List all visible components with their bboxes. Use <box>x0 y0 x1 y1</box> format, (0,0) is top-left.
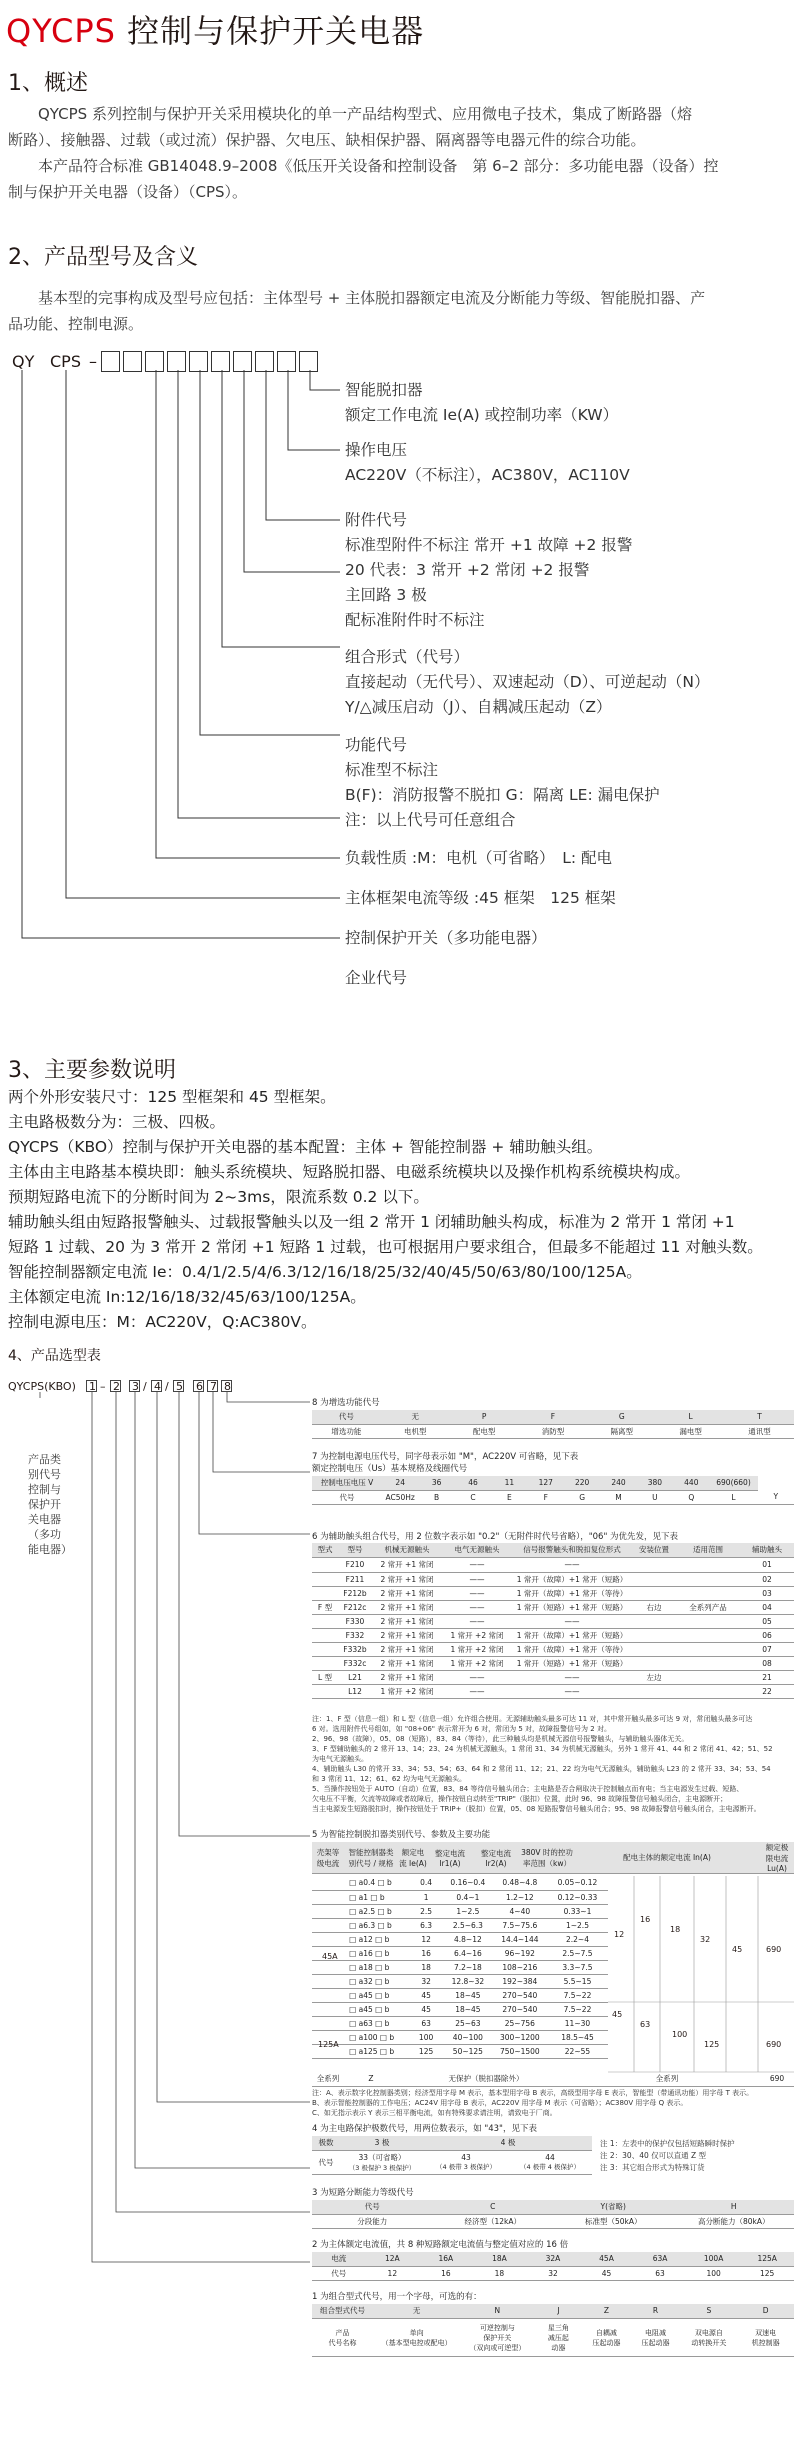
table-5-all: 全系列 Z 无保护（脱扣器除外） 全系列 690 <box>312 2072 794 2087</box>
table-7: 控制电压电压 V 24 36 46 11 127 220 240 380 440 690(660) 代号 AC50Hz B C E F G M U Q L Y <box>312 1476 794 1505</box>
s2-line: 品功能、控制电源。 <box>8 315 144 333</box>
table-row: L12 1 常开 +2 常闭 —— —— 22 <box>312 1684 794 1698</box>
section-3-heading: 3、主要参数说明 <box>8 1058 176 1083</box>
sel-prefix: QYCPS(KBO) <box>8 1380 76 1393</box>
section-4-heading: 4、产品选型表 <box>8 1348 101 1364</box>
table-6: 型式 型号 机械无源触头 电气无源触头 信号报警触头和脱扣复位形式 安装位置 适用范围 辅助触头 <box>312 1543 794 1558</box>
s1-line: 制与保护开关电器（设备）（CPS）。 <box>8 183 248 201</box>
label-frame: 主体框架电流等级 :45 框架 125 框架 <box>345 889 616 907</box>
t3-title: 3 为短路分断能力等级代号 <box>312 2188 414 2198</box>
label-company: 企业代号 <box>345 969 408 987</box>
section-1-heading: 1、概述 <box>8 71 88 96</box>
table-row: L 型 L21 2 常开 +1 常闭 —— —— 左边 21 <box>312 1670 794 1684</box>
code-cps: CPS <box>50 352 81 371</box>
section-3-body: 两个外形安装尺寸：125 型框架和 45 型框架。 主电路极数分为：三极、四极。 QYCPS（KBO）控制与保护开关电器的基本配置：主体 + 智能控制器 + 辅助触头组。 主体由主电路基本模块即：触头系统模块、短路脱扣器、电磁系统模块以及操作机构系统模块构成。 预期短路电流下的分断时间为 2~3ms，限流系数 0.2 以下。 辅助触头组由短路报警触头、过载报警触头以及一组 2 常开 1 闭辅助触头构成，标准为 2 常开 1 常闭 +1 短路 1 过载、20 为 3 常开 2 常闭 +1 短路 1 过载，也可根据用户要求组合，但最多不能超过 11 对触头数。 智能控制器额定电流 Ie：0.4/1/2.5/4/6.3/12/16/18/25/32/40/45/50/63/80/100/125A。 主体额定电流 In:12/16/18/32/45/63/100/125A。 控制电源电压：M：AC220V，Q:AC380V。 <box>8 1088 763 1331</box>
s1-line: 断路）、接触器、过载（或过流）保护器、欠电压、缺相保护器、隔离器等电器元件的综合功能。 <box>8 131 646 149</box>
table-row: □ a18 □ b 18 7.2~18 108~216 3.3~7.5 <box>312 1960 608 1974</box>
code-box <box>211 351 230 372</box>
t5-notes: 注：A、表示数字化控制器类别；经济型用字母 M 表示，基本型用字母 B 表示，高级型用字母 E 表示，智能型（带通讯功能）用字母 T 表示。 B、表示智能控制器的工作电压；AC24V 用字母 B 表示，AC220V 用字母 M 表示（可省略）；AC380V 用字母 Q 表示。 C、如无指示表示 Y 表示三相平衡电流，如有特殊要求请注明，请致电于厂商。 <box>312 2089 754 2117</box>
code-box <box>299 351 318 372</box>
table-row: □ a45 □ b 45 18~45 270~540 7.5~22 <box>312 1988 608 2002</box>
section-2-heading: 2、产品型号及含义 <box>8 245 198 270</box>
table-1: 组合型式代号 无 N J Z R S D <box>312 2304 794 2319</box>
product-category-label: 产品类 别代号 控制与 保护开 关电器 （多功 能电器） <box>28 1453 72 1556</box>
code-qy: QY <box>12 352 35 371</box>
s1-line: 本产品符合标准 GB14048.9–2008《低压开关设备和控制设备 第 6–2 部分：多功能电器（设备）控 <box>38 157 719 175</box>
label-voltage: 操作电压 AC220V（不标注），AC380V，AC110V <box>345 441 630 484</box>
s1-line: QYCPS 系列控制与保护开关采用模块化的单一产品结构型式、应用微电子技术，集成了断路器（熔 <box>38 105 692 123</box>
t8-title: 8 为增选功能代号 <box>312 1398 380 1408</box>
table-8: 代号 无 P F G L T 增选功能 电机型 配电型 消防型 隔离型 漏电型 通讯型 <box>312 1410 794 1439</box>
label-smart-trip: 智能脱扣器 额定工作电流 Ie(A) 或控制功率（KW） <box>345 381 619 424</box>
table-5-body <box>312 1876 608 2059</box>
code-box <box>145 351 164 372</box>
title-cn: 控制与保护开关电器 <box>127 12 425 50</box>
table-1-body: 产品 代号名称 单向 （基本型电控或配电） 可逆控制与 保护开关 （双向或可逆型） 星三角 减压起 动器 自耦减 压起动器 电阻减 压起动器 双电源自 动转换开关 双速电 机控制器 <box>312 2320 794 2357</box>
table-row: F210 2 常开 +1 常闭 —— —— 01 <box>312 1558 794 1572</box>
table-row: □ a16 □ b 16 6.4~16 96~192 2.5~7.5 <box>312 1946 608 1960</box>
code-box <box>123 351 142 372</box>
code-box <box>277 351 296 372</box>
section-2-body <box>8 285 794 337</box>
frame-45a: 45A <box>322 1952 338 1961</box>
table-row: □ a45 □ b 45 18~45 270~540 7.5~22 <box>312 2002 608 2016</box>
frame-125a: 125A <box>318 2040 339 2049</box>
label-main-circuit: 主回路 3 极 配标准附件时不标注 <box>345 586 485 629</box>
section-1-body <box>8 101 794 205</box>
t7-subtitle: 额定控制电压（Us）基本规格及线圈代号 <box>312 1464 468 1474</box>
table-2: 电流 12A 16A 18A 32A 45A 63A 100A 125A 代号 12 16 18 32 45 63 100 125 <box>312 2252 794 2281</box>
t5-title: 5 为智能控制脱扣器类别代号、参数及主要功能 <box>312 1830 491 1840</box>
table-3: 代号 C Y(省略) H 分段能力 经济型（12kA） 标准型（50kA） 高分断能力（80kA） <box>312 2200 794 2229</box>
table-row: F332 2 常开 +1 常闭 1 常开 +2 常闭 1 常开（故障）+1 常开（短路） 06 <box>312 1628 794 1642</box>
code-box <box>189 351 208 372</box>
table-row: F211 2 常开 +1 常闭 —— 1 常开（故障）+1 常开（短路） 02 <box>312 1572 794 1586</box>
label-accessory: 附件代号 标准型附件不标注 常开 +1 故障 +2 报警 20 代表：3 常开 +2 常闭 +2 报警 <box>345 511 633 579</box>
t1-title: 1 为组合型式代号，用一个字母，可选的有： <box>312 2292 482 2302</box>
label-function: 功能代号 标准型不标注 B(F)：消防报警不脱扣 G：隔离 LE: 漏电保护 注：以上代号可任意组合 <box>345 736 660 829</box>
s2-line: 基本型的完事构成及型号应包括：主体型号 + 主体脱扣器额定电流及分断能力等级、智能脱扣器、产 <box>38 289 706 307</box>
connector-lines <box>0 370 340 1010</box>
page-title <box>6 6 424 52</box>
t6-title: 6 为辅助触头组合代号，用 2 位数字表示如 "0.2"（无附件时代号省略），"06" 为优先发，见下表 <box>312 1532 679 1542</box>
code-box <box>167 351 186 372</box>
t4-notes: 注 1：左表中的保护仅包括短路瞬时保护 注 2：30、40 仅可以直通 Z 型 注 3：其它组合形式为特殊订货 <box>600 2139 735 2172</box>
t5-in-grid <box>608 1876 794 2086</box>
table-row: □ a0.4 □ b 0.4 0.16~0.4 0.48~4.8 0.05~0.12 <box>312 1876 608 1890</box>
table-row: F332b 2 常开 +1 常闭 1 常开 +2 常闭 1 常开（故障）+1 常开（等待） 07 <box>312 1642 794 1656</box>
t7-title: 7 为控制电源电压代号，同字母表示如 "M"，AC220V 可省略，见下表 <box>312 1452 579 1462</box>
code-box <box>101 351 120 372</box>
table-row: F212b 2 常开 +1 常闭 —— 1 常开（故障）+1 常开（等待） 03 <box>312 1586 794 1600</box>
table-row: F332c 2 常开 +1 常闭 1 常开 +2 常闭 1 常开（短路）+1 常开（短路） 08 <box>312 1656 794 1670</box>
table-row: □ a1 □ b 1 0.4~1 1.2~12 0.12~0.33 <box>312 1890 608 1904</box>
label-cps: 控制保护开关（多功能电器） <box>345 929 547 947</box>
table-row: □ a125 □ b 125 50~125 750~1500 22~55 <box>312 2044 608 2058</box>
table-6-body <box>312 1558 794 1699</box>
table-4: 极数 3 极 4 极 代号 33（可省略） （3 极保护 3 极保护） 43 （4 极带 3 极保护） 44 （4 极带 4 极保护） <box>312 2136 592 2175</box>
table-row: □ a32 □ b 32 12.8~32 192~384 5.5~15 <box>312 1974 608 1988</box>
table-row: □ a63 □ b 63 25~63 25~756 11~30 <box>312 2016 608 2030</box>
code-box <box>255 351 274 372</box>
label-load: 负载性质 :M：电机（可省略） L: 配电 <box>345 849 613 867</box>
t2-title: 2 为主体额定电流值，共 8 种短路额定电流值与整定值对应的 16 倍 <box>312 2240 569 2250</box>
table-row: □ a100 □ b 100 40~100 300~1200 18.5~45 <box>312 2030 608 2044</box>
table-row: F330 2 常开 +1 常闭 —— —— 05 <box>312 1614 794 1628</box>
code-box <box>233 351 252 372</box>
table-row: □ a2.5 □ b 2.5 1~2.5 4~40 0.33~1 <box>312 1904 608 1918</box>
table-5-head: 壳架等 级电流 智能控制器类 别代号 / 规格 额定电 流 Ie(A) 整定电流 Ir1(A) 整定电流 Ir2(A) 380V 时的控功 率范围（kw） 配电主体的额定电流 In(A) 额定极 限电流 Lu(A) <box>312 1842 794 1874</box>
table-row: □ a6.3 □ b 6.3 2.5~6.3 7.5~75.6 1~2.5 <box>312 1918 608 1932</box>
table-row: □ a12 □ b 12 4.8~12 14.4~144 2.2~4 <box>312 1932 608 1946</box>
table-row: F 型 F212c 2 常开 +1 常闭 —— 1 常开（短路）+1 常开（短路） 右边 全系列产品 04 <box>312 1600 794 1614</box>
title-latin: QYCPS <box>6 12 116 50</box>
t4-title: 4 为主电路保护极数代号，用两位数表示，如 "43"，见下表 <box>312 2124 537 2134</box>
code-dash: – <box>89 352 97 371</box>
label-combination: 组合形式（代号） 直接起动（无代号）、双速起动（D）、可逆起动（N） Y/△减压启动（J）、自耦减压起动（Z） <box>345 648 710 716</box>
t6-notes: 注：1、F 型（信息一组）和 L 型（信息一组）允许组合使用。无源辅助触头最多可达 11 对，其中常开触头最多可达 9 对，常闭触头最多可达 6 对。选用附件代号组如，如 "08+06" 表示常开为 6 对，常闭为 5 对，故障报警信号为 2 对。 2、96、98（故障），05、08（短路），83、84（等待），此三种触头均是机械无源信号报警触头，与辅助触头器体无关。 3、F 型辅助触头的 2 常开 13、14；23、24 为机械无源触头，1 常闭 31、34 为机械无源触头，另外 1 常开 41、44 和 2 常闭 41、42；51、52 为电气无源触头。 4、辅助触头 L30 的常开 33、34；53、54；63、64 和 2 常闭 11、12；21、22 均为电气无源触头，辅助触头 L23 的 2 常开 33、34；53、54 和 3 常闭 11、12；61、62 均为电气无源触头。 5、当操作按钮处于 AUTO（自动）位置，83、84 等待信号触头闭合；主电路是否合闸取决于控制触点而有电；当主电源发生过载、短路、 欠电压不平衡，欠流等故障或者故障后，操作按钮自动转至"TRIP"（脱扣）位置，此时 96、98 故障报警信号触头闭合，主电源断开； 当主电源发生短路脱扣时，操作按钮处于 TRIP+（脱扣）位置，05、08 短路报警信号触头闭合；95、98 故障报警信号触头闭合，主电源断开。 <box>312 1715 773 1813</box>
